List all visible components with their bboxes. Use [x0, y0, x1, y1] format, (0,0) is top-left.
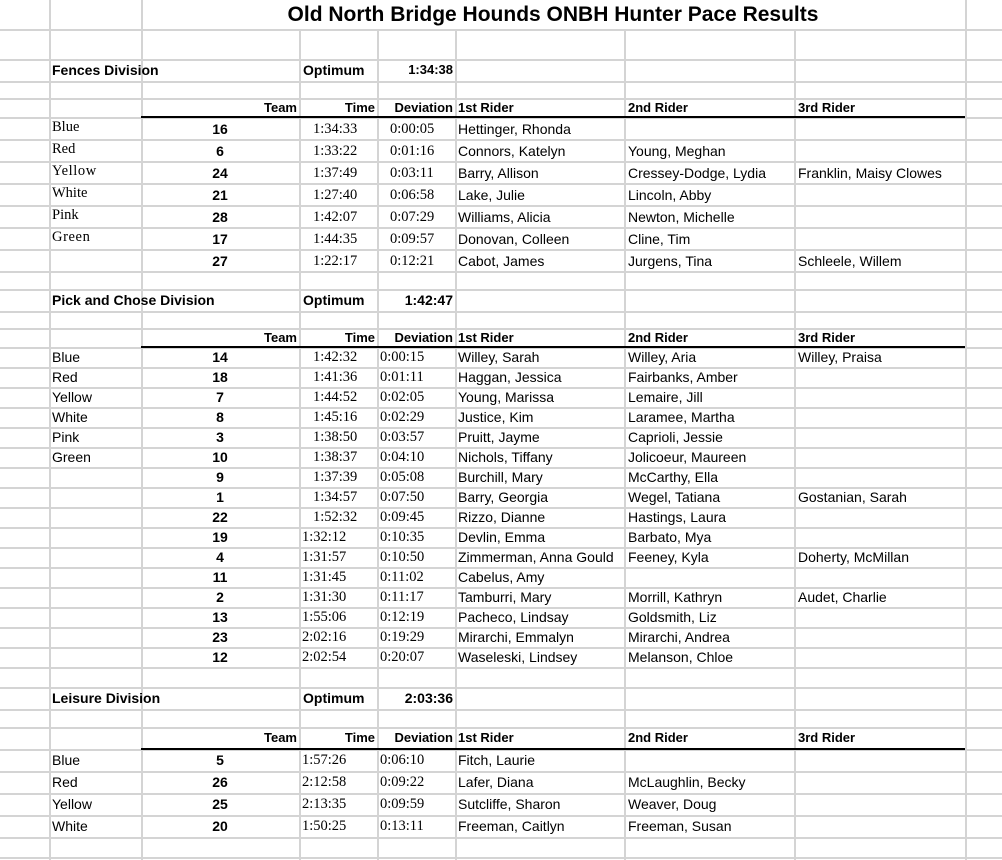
rider-1: Rizzo, Dianne [458, 509, 546, 525]
optimum-time: 2:03:36 [404, 690, 453, 706]
time-value: 1:57:26 [302, 752, 347, 768]
deviation-value: 0:10:35 [380, 529, 425, 545]
grid-col-line [49, 0, 51, 860]
team-number: 8 [216, 409, 224, 425]
team-number: 28 [212, 209, 228, 225]
column-header-deviation: Deviation [394, 100, 453, 115]
grid-col-line [965, 0, 967, 860]
deviation-value: 0:02:29 [380, 409, 425, 425]
team-color: Green [52, 229, 91, 245]
column-header-1st-rider: 1st Rider [458, 730, 514, 745]
deviation-value: 0:09:45 [380, 509, 425, 525]
grid-col-line [794, 29, 796, 860]
rider-3: Franklin, Maisy Clowes [798, 165, 942, 181]
team-number: 2 [216, 589, 224, 605]
column-header-2nd-rider: 2nd Rider [628, 730, 688, 745]
time-value: 1:31:45 [302, 569, 347, 585]
grid-row-line [0, 709, 1002, 711]
time-value: 1:31:30 [302, 589, 347, 605]
team-color: Yellow [52, 163, 97, 179]
column-header-team: Team [264, 330, 297, 345]
team-number: 20 [212, 818, 228, 834]
rider-2: Weaver, Doug [628, 796, 717, 812]
team-number: 14 [212, 349, 228, 365]
rider-2: Wegel, Tatiana [628, 489, 721, 505]
time-value: 1:38:50 [313, 429, 358, 445]
deviation-value: 0:09:59 [380, 796, 425, 812]
deviation-value: 0:06:10 [380, 752, 425, 768]
rider-1: Fitch, Laurie [458, 752, 536, 768]
team-number: 25 [212, 796, 228, 812]
rider-2: Freeman, Susan [628, 818, 732, 834]
team-number: 23 [212, 629, 228, 645]
rider-1: Justice, Kim [458, 409, 534, 425]
division-name: Leisure Division [52, 690, 161, 706]
time-value: 1:34:57 [313, 489, 358, 505]
team-color: White [52, 185, 88, 201]
rider-3: Schleele, Willem [798, 253, 902, 269]
time-value: 1:50:25 [302, 818, 347, 834]
rider-2: Lincoln, Abby [628, 187, 712, 203]
rider-2: Jolicoeur, Maureen [628, 449, 747, 465]
time-value: 1:34:33 [313, 121, 358, 137]
team-color: Pink [52, 207, 79, 223]
time-value: 1:37:39 [313, 469, 358, 485]
time-value: 2:12:58 [302, 774, 347, 790]
column-header-time: Time [344, 330, 375, 345]
time-value: 1:38:37 [313, 449, 358, 465]
rider-2: McCarthy, Ella [628, 469, 718, 485]
deviation-value: 0:01:11 [380, 369, 424, 385]
rider-3: Gostanian, Sarah [798, 489, 907, 505]
time-value: 1:31:57 [302, 549, 347, 565]
time-value: 2:02:16 [302, 629, 347, 645]
rider-2: Young, Meghan [628, 143, 726, 159]
rider-1: Nichols, Tiffany [458, 449, 553, 465]
grid-row-line [0, 857, 1002, 859]
team-number: 4 [216, 549, 224, 565]
team-number: 16 [212, 121, 228, 137]
rider-1: Devlin, Emma [458, 529, 546, 545]
rider-1: Cabelus, Amy [458, 569, 545, 585]
deviation-value: 0:05:08 [380, 469, 425, 485]
time-value: 1:55:06 [302, 609, 347, 625]
rider-1: Connors, Katelyn [458, 143, 566, 159]
team-color: White [52, 409, 88, 425]
deviation-value: 0:07:50 [380, 489, 425, 505]
rider-2: Fairbanks, Amber [628, 369, 738, 385]
column-header-3rd-rider: 3rd Rider [798, 100, 856, 115]
team-number: 27 [212, 253, 228, 269]
optimum-label: Optimum [303, 292, 365, 308]
team-color: Yellow [52, 389, 92, 405]
team-number: 22 [212, 509, 228, 525]
rider-1: Pacheco, Lindsay [458, 609, 569, 625]
time-value: 1:52:32 [313, 509, 358, 525]
rider-1: Barry, Allison [458, 165, 539, 181]
team-number: 18 [212, 369, 228, 385]
rider-1: Haggan, Jessica [458, 369, 562, 385]
team-number: 6 [216, 143, 224, 159]
team-number: 9 [216, 469, 224, 485]
deviation-value: 0:03:57 [380, 429, 425, 445]
rider-2: Jurgens, Tina [628, 253, 713, 269]
column-header-team: Team [264, 730, 297, 745]
deviation-value: 0:10:50 [380, 549, 425, 565]
time-value: 1:37:49 [313, 165, 358, 181]
column-header-1st-rider: 1st Rider [458, 330, 514, 345]
rider-2: Mirarchi, Andrea [628, 629, 730, 645]
rider-1: Willey, Sarah [458, 349, 540, 365]
column-header-2nd-rider: 2nd Rider [628, 330, 688, 345]
time-value: 1:42:07 [313, 209, 358, 225]
rider-1: Barry, Georgia [458, 489, 548, 505]
column-header-deviation: Deviation [394, 730, 453, 745]
rider-1: Williams, Alicia [458, 209, 551, 225]
team-number: 11 [212, 569, 228, 585]
rider-2: Cline, Tim [628, 231, 691, 247]
time-value: 2:13:35 [302, 796, 347, 812]
rider-1: Hettinger, Rhonda [458, 121, 571, 137]
team-color: Blue [52, 752, 81, 768]
rider-2: Melanson, Chloe [628, 649, 734, 665]
division-name: Fences Division [52, 62, 159, 78]
grid-col-line [455, 29, 457, 860]
rider-3: Audet, Charlie [798, 589, 887, 605]
deviation-value: 0:04:10 [380, 449, 425, 465]
rider-1: Freeman, Caitlyn [458, 818, 565, 834]
team-number: 17 [212, 231, 228, 247]
deviation-value: 0:00:15 [380, 349, 425, 365]
grid-row-line [0, 311, 1002, 313]
rider-1: Tamburri, Mary [458, 589, 552, 605]
grid-row-line [0, 667, 1002, 669]
deviation-value: 0:20:07 [380, 649, 425, 665]
deviation-value: 0:06:58 [390, 187, 435, 203]
optimum-label: Optimum [303, 62, 365, 78]
team-color: Blue [52, 119, 80, 135]
rider-2: McLaughlin, Becky [628, 774, 746, 790]
team-number: 24 [212, 165, 228, 181]
deviation-value: 0:13:11 [380, 818, 424, 834]
column-header-time: Time [344, 100, 375, 115]
team-number: 7 [216, 389, 224, 405]
team-number: 1 [216, 489, 224, 505]
team-number: 3 [216, 429, 224, 445]
rider-1: Burchill, Mary [458, 469, 543, 485]
deviation-value: 0:12:21 [390, 253, 435, 269]
time-value: 1:44:52 [313, 389, 358, 405]
team-number: 19 [212, 529, 228, 545]
division-name: Pick and Chose Division [52, 292, 215, 308]
team-color: White [52, 818, 88, 834]
grid-row-line [0, 29, 1002, 31]
rider-1: Donovan, Colleen [458, 231, 570, 247]
grid-col-line [624, 29, 626, 860]
rider-3: Willey, Praisa [798, 349, 882, 365]
rider-1: Young, Marissa [458, 389, 554, 405]
time-value: 1:41:36 [313, 369, 358, 385]
rider-1: Zimmerman, Anna Gould [458, 549, 614, 565]
deviation-value: 0:11:17 [380, 589, 424, 605]
column-header-time: Time [344, 730, 375, 745]
rider-2: Feeney, Kyla [628, 549, 709, 565]
rider-2: Barbato, Mya [628, 529, 712, 545]
deviation-value: 0:02:05 [380, 389, 425, 405]
column-header-deviation: Deviation [394, 330, 453, 345]
optimum-time: 1:34:38 [408, 62, 453, 77]
team-color: Blue [52, 349, 81, 365]
deviation-value: 0:03:11 [390, 165, 434, 181]
time-value: 2:02:54 [302, 649, 347, 665]
rider-2: Willey, Aria [628, 349, 697, 365]
team-number: 21 [212, 187, 228, 203]
rider-1: Cabot, James [458, 253, 545, 269]
rider-1: Sutcliffe, Sharon [458, 796, 561, 812]
rider-3: Doherty, McMillan [798, 549, 909, 565]
team-number: 12 [212, 649, 228, 665]
time-value: 1:45:16 [313, 409, 358, 425]
column-header-2nd-rider: 2nd Rider [628, 100, 688, 115]
deviation-value: 0:19:29 [380, 629, 425, 645]
column-header-1st-rider: 1st Rider [458, 100, 514, 115]
rider-1: Mirarchi, Emmalyn [458, 629, 574, 645]
deviation-value: 0:01:16 [390, 143, 435, 159]
time-value: 1:27:40 [313, 187, 358, 203]
rider-2: Lemaire, Jill [628, 389, 703, 405]
optimum-label: Optimum [303, 690, 365, 706]
time-value: 1:32:12 [302, 529, 347, 545]
team-color: Yellow [52, 796, 92, 812]
team-color: Green [52, 449, 91, 465]
rider-2: Hastings, Laura [628, 509, 727, 525]
column-header-3rd-rider: 3rd Rider [798, 330, 856, 345]
deviation-value: 0:09:22 [380, 774, 425, 790]
time-value: 1:44:35 [313, 231, 358, 247]
rider-2: Newton, Michelle [628, 209, 735, 225]
rider-2: Laramee, Martha [628, 409, 735, 425]
rider-1: Lake, Julie [458, 187, 525, 203]
optimum-time: 1:42:47 [404, 292, 453, 308]
column-header-team: Team [264, 100, 297, 115]
team-color: Pink [52, 429, 80, 445]
team-color: Red [52, 774, 78, 790]
team-color: Red [52, 141, 76, 157]
team-color: Red [52, 369, 78, 385]
deviation-value: 0:12:19 [380, 609, 425, 625]
grid-row-line [0, 837, 1002, 839]
team-number: 5 [216, 752, 224, 768]
rider-1: Pruitt, Jayme [458, 429, 540, 445]
deviation-value: 0:07:29 [390, 209, 435, 225]
rider-2: Caprioli, Jessie [628, 429, 723, 445]
grid-row-line [0, 81, 1002, 83]
team-number: 13 [212, 609, 228, 625]
page-title: Old North Bridge Hounds ONBH Hunter Pace Results [287, 3, 819, 26]
rider-1: Waseleski, Lindsey [458, 649, 578, 665]
team-number: 26 [212, 774, 228, 790]
time-value: 1:42:32 [313, 349, 358, 365]
time-value: 1:33:22 [313, 143, 358, 159]
deviation-value: 0:09:57 [390, 231, 435, 247]
rider-1: Lafer, Diana [458, 774, 534, 790]
team-number: 10 [212, 449, 228, 465]
deviation-value: 0:00:05 [390, 121, 435, 137]
rider-2: Goldsmith, Liz [628, 609, 717, 625]
time-value: 1:22:17 [313, 253, 358, 269]
column-header-3rd-rider: 3rd Rider [798, 730, 856, 745]
rider-2: Cressey-Dodge, Lydia [628, 165, 766, 181]
rider-2: Morrill, Kathryn [628, 589, 723, 605]
deviation-value: 0:11:02 [380, 569, 424, 585]
